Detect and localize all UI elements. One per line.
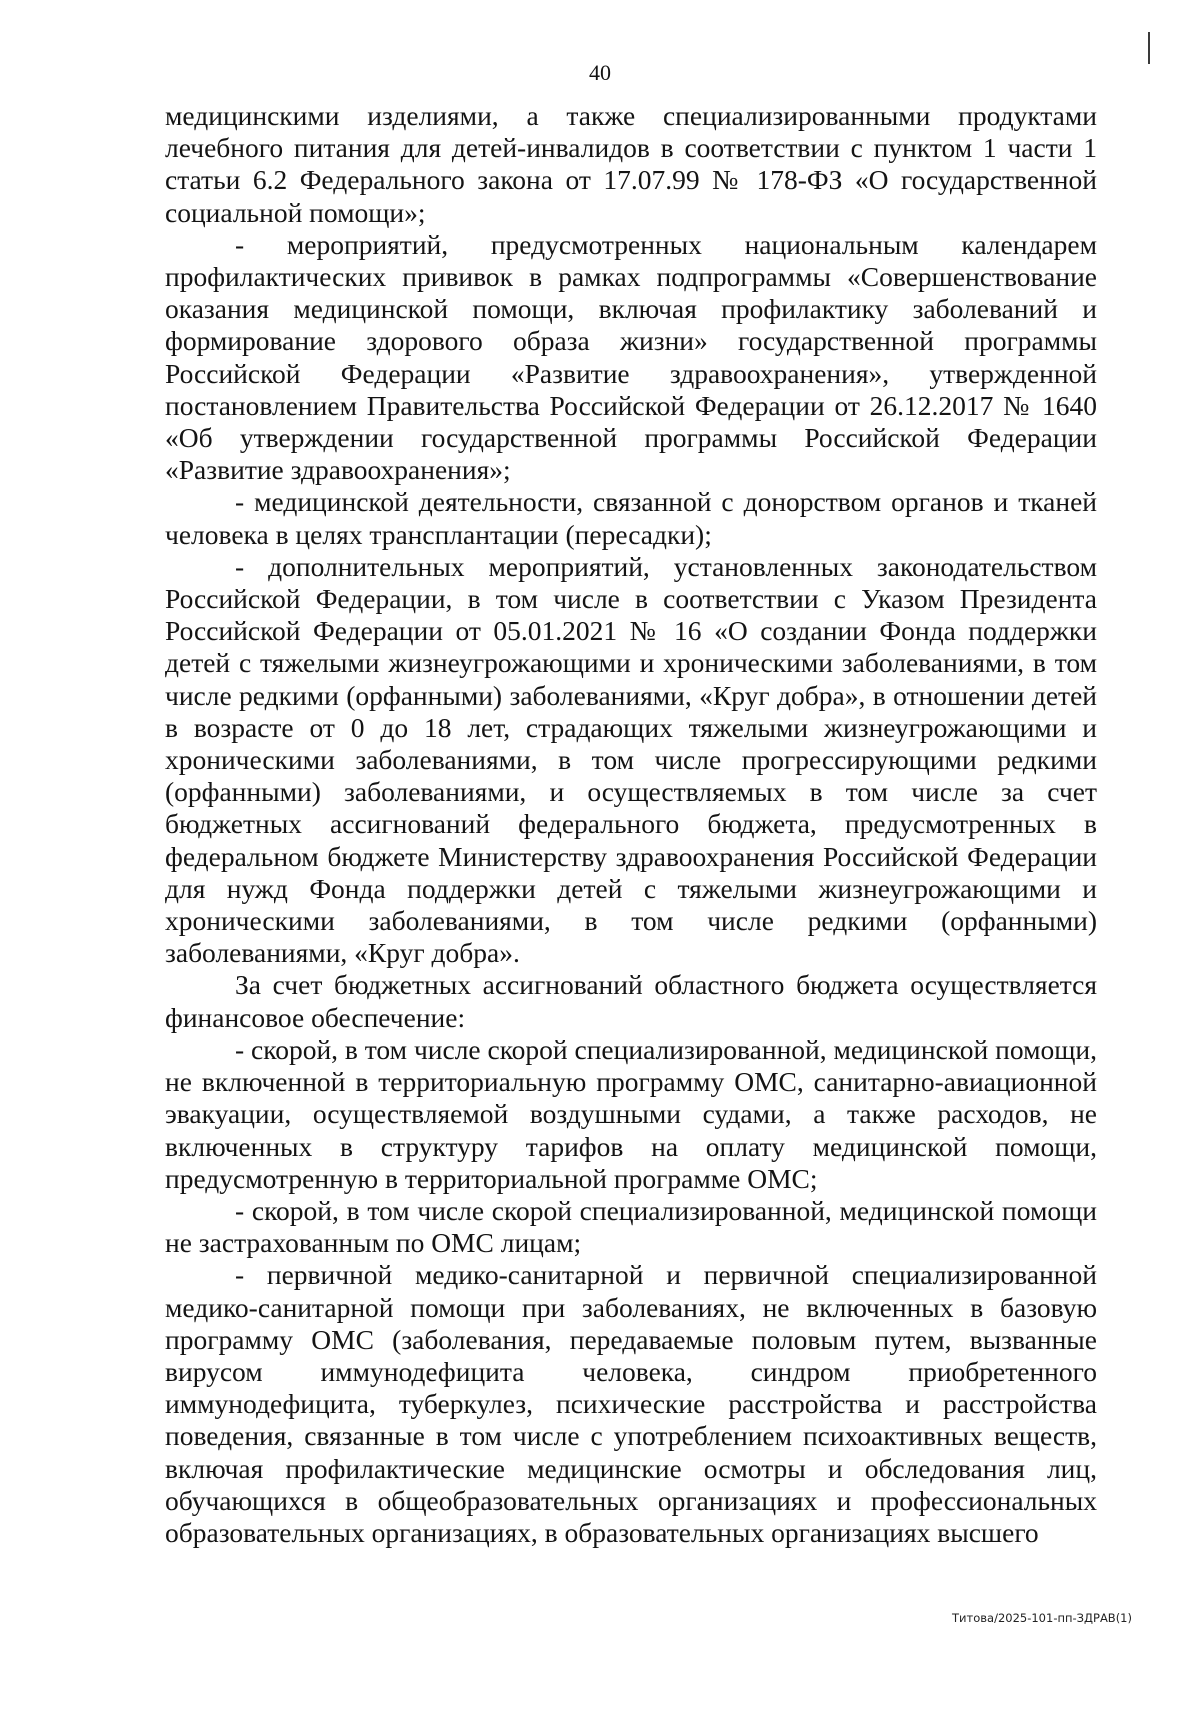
footer-document-reference: Титова/2025-101-пп-ЗДРАВ(1) [952,1611,1132,1625]
paragraph-uninsured-emergency-care: - скорой, в том числе скорой специализированной, медицинской помощи не застрахованным по ОМС лицам; [165,1194,1097,1259]
paragraph-continuation: медицинскими изделиями, а также специализированными продуктами лечебного питания для детей-инвалидов в соответствии с пунктом 1 части 1 статьи 6.2 Федерального закона от 17.07.99 № 178-ФЗ «О государственной социальной помощи»; [165,100,1097,228]
paragraph-emergency-care: - скорой, в том числе скорой специализированной, медицинской помощи, не включенной в территориальную программу ОМС, санитарно-авиационной эвакуации, осуществляемой воздушными судами, а также расходов, не включенных в структуру тарифов на оплату медицинской помощи, предусмотренную в территориальной программе ОМС; [165,1033,1097,1194]
paragraph-additional-measures: - дополнительных мероприятий, установленных законодательством Российской Федерации, в том числе в соответствии с Указом Президента Российской Федерации от 05.01.2021 № 16 «О создании Фонда поддержки детей с тяжелыми жизнеугрожающими и хроническими заболеваниями, в том числе редкими (орфанными) заболеваниями, «Круг добра», в отношении детей в возрасте от 0 до 18 лет, страдающих тяжелыми жизнеугрожающими и хроническими заболеваниями, в том числе прогрессирующими редкими (орфанными) заболеваниями, и осуществляемых в том числе за счет бюджетных ассигнований федерального бюджета, предусмотренных в федеральном бюджете Министерству здравоохранения Российской Федерации для нужд Фонда поддержки детей с тяжелыми жизнеугрожающими и хроническими заболеваниями, в том числе редкими (орфанными) заболеваниями, «Круг добра». [165,550,1097,969]
document-body [165,100,1097,1549]
scan-edge-mark [1148,32,1150,64]
paragraph-organ-donation: - медицинской деятельности, связанной с донорством органов и тканей человека в целях трансплантации (пересадки); [165,486,1097,550]
paragraph-regional-budget-intro: За счет бюджетных ассигнований областного бюджета осуществляется финансовое обеспечение: [165,969,1097,1033]
page-number: 40 [589,60,611,85]
paragraph-primary-care: - первичной медико-санитарной и первичной специализированной медико-санитарной помощи при заболеваниях, не включенных в базовую программу ОМС (заболевания, передаваемые половым путем, вызванные вирусом иммунодефицита человека, синдром приобретенного иммунодефицита, туберкулез, психические расстройства и расстройства поведения, связанные в том числе с употреблением психоактивных веществ, включая профилактические медицинские осмотры и обследования лиц, обучающихся в общеобразовательных организациях и профессиональных образовательных организациях, в образовательных организациях высшего [165,1259,1097,1548]
paragraph-vaccination-calendar: - мероприятий, предусмотренных национальным календарем профилактических прививок в рамках подпрограммы «Совершенствование оказания медицинской помощи, включая профилактику заболеваний и формирование здорового образа жизни» государственной программы Российской Федерации «Развитие здравоохранения», утвержденной постановлением Правительства Российской Федерации от 26.12.2017 № 1640 «Об утверждении государственной программы Российской Федерации «Развитие здравоохранения»; [165,228,1097,486]
